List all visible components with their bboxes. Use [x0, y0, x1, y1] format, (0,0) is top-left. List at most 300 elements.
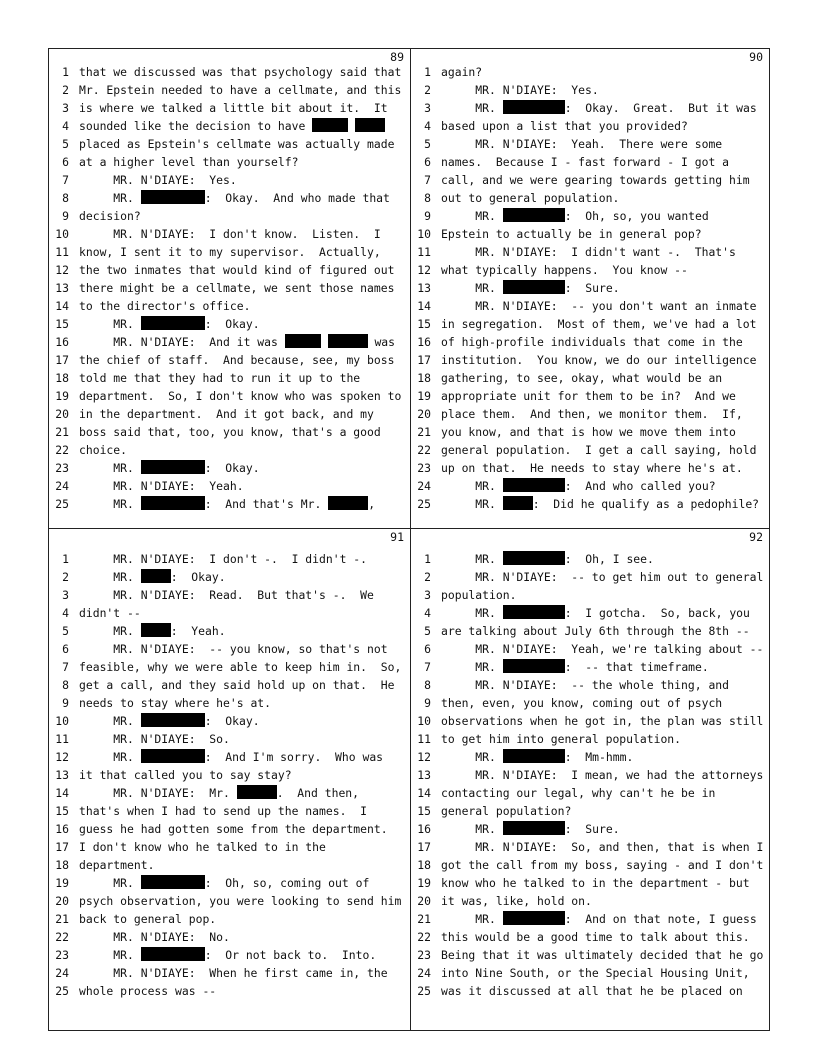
transcript-line	[411, 207, 769, 225]
text-segment: : And who called you?	[564, 479, 716, 493]
line-number: 20	[417, 894, 431, 908]
text-segment: at a higher level than yourself?	[79, 155, 299, 169]
line-number: 23	[417, 948, 431, 962]
line-number: 25	[55, 984, 69, 998]
redaction-bar	[285, 334, 321, 348]
text-segment: into Nine South, or the Special Housing Unit,	[441, 966, 750, 980]
line-number: 16	[417, 335, 431, 349]
line-text	[441, 441, 756, 459]
redaction-bar	[328, 496, 368, 510]
line-number: 19	[417, 876, 431, 890]
transcript-line	[411, 730, 769, 748]
line-text	[441, 766, 763, 784]
redaction-bar	[141, 496, 205, 510]
text-segment: MR. N'DIAYE: So.	[79, 732, 230, 746]
line-number: 15	[417, 804, 431, 818]
transcript-line	[49, 81, 410, 99]
text-segment: MR. N'DIAYE: No.	[79, 930, 230, 944]
line-text	[441, 892, 592, 910]
transcript-line	[49, 586, 410, 604]
line-number: 14	[55, 786, 69, 800]
text-segment: MR.	[79, 191, 141, 205]
transcript-line	[411, 153, 769, 171]
transcript-lines	[49, 550, 410, 1000]
transcript-line	[411, 387, 769, 405]
transcript-line	[49, 297, 410, 315]
line-number: 20	[55, 894, 69, 908]
transcript-line	[411, 550, 769, 568]
line-number: 20	[55, 407, 69, 421]
line-text	[79, 279, 394, 297]
transcript-line	[411, 243, 769, 261]
text-segment: Epstein to actually be in general pop?	[441, 227, 702, 241]
line-number: 17	[55, 353, 69, 367]
transcript-line	[49, 459, 410, 477]
line-text	[79, 117, 385, 135]
transcript-line	[49, 405, 410, 423]
line-number: 9	[424, 209, 431, 223]
line-number: 15	[55, 804, 69, 818]
redaction-bar	[503, 208, 565, 222]
line-text	[441, 99, 757, 117]
transcript-line	[49, 441, 410, 459]
text-segment: MR. N'DIAYE: Read. But that's -. We	[79, 588, 374, 602]
line-text	[79, 477, 244, 495]
line-text	[441, 405, 743, 423]
redaction-bar	[503, 280, 565, 294]
line-number: 7	[62, 660, 69, 674]
text-segment: again?	[441, 65, 483, 79]
line-number: 12	[55, 263, 69, 277]
transcript-line	[411, 279, 769, 297]
transcript-line	[49, 874, 410, 892]
page-panel-92	[411, 529, 769, 1030]
line-text	[441, 153, 729, 171]
line-number: 12	[55, 750, 69, 764]
line-number: 1	[424, 552, 431, 566]
line-text	[79, 910, 216, 928]
transcript-line	[411, 459, 769, 477]
text-segment: department.	[79, 858, 155, 872]
text-segment: MR.	[79, 497, 141, 511]
text-segment: names. Because I - fast forward - I got a	[441, 155, 730, 169]
line-text	[79, 694, 271, 712]
line-number: 21	[55, 425, 69, 439]
text-segment: MR.	[79, 461, 141, 475]
text-segment: MR.	[441, 912, 503, 926]
line-text	[79, 459, 260, 477]
text-segment: placed as Epstein's cellmate was actually made	[79, 137, 395, 151]
line-number: 12	[417, 263, 431, 277]
transcript-line	[411, 820, 769, 838]
transcript-line	[49, 946, 410, 964]
text-segment: : And I'm sorry. Who was	[204, 750, 384, 764]
transcript-line	[411, 81, 769, 99]
transcript-line	[411, 441, 769, 459]
text-segment: to the director's office.	[79, 299, 251, 313]
transcript-line	[49, 333, 410, 351]
text-segment: population.	[441, 588, 517, 602]
transcript-line	[49, 892, 410, 910]
redaction-bar	[141, 316, 205, 330]
line-text	[441, 315, 756, 333]
transcript-line	[49, 856, 410, 874]
line-text	[441, 982, 743, 1000]
line-text	[79, 802, 367, 820]
text-segment: get a call, and they said hold up on that. He	[79, 678, 395, 692]
transcript-sheet	[48, 48, 770, 1031]
text-segment: MR.	[79, 876, 141, 890]
text-segment: in segregation. Most of them, we've had a lot	[441, 317, 757, 331]
transcript-line	[411, 568, 769, 586]
transcript-line	[49, 99, 410, 117]
text-segment: MR.	[441, 479, 503, 493]
line-text	[79, 874, 369, 892]
transcript-line	[411, 135, 769, 153]
line-number: 16	[417, 822, 431, 836]
line-text	[79, 586, 374, 604]
transcript-line	[411, 874, 769, 892]
line-text	[79, 189, 390, 207]
text-segment: know, I sent it to my supervisor. Actually,	[79, 245, 381, 259]
text-segment: to get him into general population.	[441, 732, 682, 746]
transcript-line	[411, 766, 769, 784]
text-segment: MR.	[441, 822, 503, 836]
line-number: 22	[417, 930, 431, 944]
text-segment: the two inmates that would kind of figured out	[79, 263, 395, 277]
line-text	[79, 423, 381, 441]
text-segment: sounded like the decision to have	[79, 119, 313, 133]
text-segment: appropriate unit for them to be in? And we	[441, 389, 736, 403]
page-panel-90	[411, 49, 769, 528]
transcript-line	[49, 820, 410, 838]
line-text	[441, 81, 599, 99]
transcript-line	[411, 838, 769, 856]
text-segment: : Okay.	[204, 317, 260, 331]
line-text	[79, 369, 360, 387]
line-number: 21	[55, 912, 69, 926]
redaction-bar	[141, 190, 205, 204]
text-segment: MR.	[441, 209, 503, 223]
line-number: 8	[62, 191, 69, 205]
transcript-line	[411, 351, 769, 369]
text-segment: was	[367, 335, 396, 349]
line-text	[441, 964, 750, 982]
line-number: 18	[417, 371, 431, 385]
text-segment: MR. N'DIAYE: When he first came in, the	[79, 966, 388, 980]
line-number: 24	[417, 966, 431, 980]
line-number: 18	[55, 858, 69, 872]
text-segment: are talking about July 6th through the 8th --	[441, 624, 750, 638]
transcript-line	[49, 748, 410, 766]
text-segment: MR. N'DIAYE: Yeah. There were some	[441, 137, 723, 151]
redaction-bar	[141, 623, 171, 637]
line-text	[79, 928, 230, 946]
line-number: 2	[62, 83, 69, 97]
transcript-line	[411, 604, 769, 622]
line-number: 22	[55, 443, 69, 457]
redaction-bar	[141, 947, 205, 961]
redaction-bar	[312, 118, 348, 132]
line-number: 13	[55, 768, 69, 782]
text-segment: psych observation, you were looking to send him	[79, 894, 402, 908]
transcript-line	[411, 63, 769, 81]
line-number: 25	[417, 497, 431, 511]
text-segment: Being that it was ultimately decided that he go	[441, 948, 764, 962]
transcript-line	[49, 261, 410, 279]
line-number: 21	[417, 425, 431, 439]
transcript-line	[411, 586, 769, 604]
text-segment: based upon a list that you provided?	[441, 119, 688, 133]
text-segment: choice.	[79, 443, 128, 457]
line-text	[441, 568, 763, 586]
line-text	[79, 784, 359, 802]
line-number: 23	[55, 461, 69, 475]
line-text	[79, 81, 401, 99]
transcript-line	[49, 658, 410, 676]
redaction-bar	[503, 100, 565, 114]
line-text	[441, 171, 750, 189]
text-segment: MR. N'DIAYE: Yes.	[441, 83, 599, 97]
line-number: 24	[55, 479, 69, 493]
text-segment: MR.	[441, 606, 503, 620]
text-segment: MR.	[441, 101, 503, 115]
text-segment: MR. N'DIAYE: I don't -. I didn't -.	[79, 552, 368, 566]
text-segment: guess he had gotten some from the department.	[79, 822, 388, 836]
text-segment: MR. N'DIAYE: -- you know, so that's not	[79, 642, 388, 656]
transcript-line	[49, 640, 410, 658]
text-segment: back to general pop.	[79, 912, 217, 926]
transcript-line	[411, 261, 769, 279]
line-number: 21	[417, 912, 431, 926]
line-number: 6	[424, 155, 431, 169]
text-segment: MR.	[441, 660, 503, 674]
line-number: 19	[417, 389, 431, 403]
line-number: 24	[55, 966, 69, 980]
transcript-line	[411, 784, 769, 802]
transcript-line	[411, 658, 769, 676]
transcript-line	[411, 477, 769, 495]
line-number: 15	[417, 317, 431, 331]
line-text	[79, 351, 394, 369]
line-text	[79, 964, 388, 982]
transcript-line	[49, 207, 410, 225]
page-number: 89	[390, 50, 404, 64]
line-text	[441, 117, 688, 135]
line-text	[79, 856, 154, 874]
text-segment: : Okay.	[204, 714, 260, 728]
transcript-line	[411, 189, 769, 207]
line-number: 14	[417, 786, 431, 800]
line-number: 13	[417, 768, 431, 782]
text-segment: : And on that note, I guess	[564, 912, 757, 926]
transcript-line	[49, 387, 410, 405]
line-text	[79, 676, 394, 694]
text-segment: MR. N'DIAYE: -- to get him out to general	[441, 570, 764, 584]
line-text	[441, 676, 729, 694]
transcript-line	[411, 748, 769, 766]
text-segment: got the call from my boss, saying - and I don't	[441, 858, 764, 872]
line-number: 8	[424, 678, 431, 692]
transcript-line	[411, 315, 769, 333]
line-number: 8	[62, 678, 69, 692]
transcript-line	[411, 369, 769, 387]
redaction-bar	[503, 659, 565, 673]
line-number: 11	[55, 732, 69, 746]
line-text	[441, 225, 702, 243]
text-segment: MR. N'DIAYE: So, and then, that is when I	[441, 840, 764, 854]
line-text	[79, 622, 226, 640]
text-segment: : Oh, I see.	[564, 552, 654, 566]
transcript-lines	[411, 63, 769, 513]
line-text	[79, 982, 216, 1000]
line-number: 9	[62, 209, 69, 223]
transcript-line	[411, 622, 769, 640]
transcript-line	[49, 351, 410, 369]
line-text	[441, 243, 736, 261]
text-segment: MR.	[441, 552, 503, 566]
line-text	[441, 459, 743, 477]
transcript-line	[411, 712, 769, 730]
text-segment: general population?	[441, 804, 572, 818]
redaction-bar	[503, 496, 533, 510]
line-number: 9	[62, 696, 69, 710]
line-number: 22	[417, 443, 431, 457]
line-text	[441, 423, 736, 441]
transcript-line	[49, 964, 410, 982]
transcript-line	[49, 315, 410, 333]
redaction-bar	[141, 713, 205, 727]
line-text	[441, 784, 715, 802]
line-text	[79, 387, 401, 405]
text-segment: MR. N'DIAYE: Yeah.	[79, 479, 244, 493]
text-segment: MR. N'DIAYE: I don't know. Listen. I	[79, 227, 381, 241]
line-text	[79, 243, 381, 261]
line-number: 1	[424, 65, 431, 79]
transcript-line	[49, 694, 410, 712]
line-text	[441, 820, 620, 838]
text-segment: place them. And then, we monitor them. If,	[441, 407, 743, 421]
text-segment: : Okay.	[170, 570, 226, 584]
line-text	[79, 63, 401, 81]
line-text	[79, 225, 381, 243]
transcript-line	[411, 117, 769, 135]
transcript-line	[411, 333, 769, 351]
transcript-line	[49, 225, 410, 243]
line-text	[79, 333, 395, 351]
line-text	[441, 261, 688, 279]
line-text	[79, 550, 367, 568]
line-number: 10	[55, 714, 69, 728]
text-segment: institution. You know, we do our intelligence	[441, 353, 757, 367]
line-text	[441, 946, 763, 964]
text-segment: observations when he got in, the plan was still	[441, 714, 764, 728]
line-text	[441, 802, 571, 820]
text-segment: it was, like, hold on.	[441, 894, 592, 908]
text-segment: MR. N'DIAYE: -- the whole thing, and	[441, 678, 730, 692]
line-number: 19	[55, 389, 69, 403]
line-text	[441, 495, 759, 513]
line-number: 10	[417, 227, 431, 241]
line-number: 2	[62, 570, 69, 584]
line-text	[441, 477, 716, 495]
text-segment: ,	[368, 497, 376, 511]
transcript-line	[49, 676, 410, 694]
transcript-line	[49, 766, 410, 784]
transcript-line	[411, 802, 769, 820]
line-number: 3	[62, 101, 69, 115]
line-number: 12	[417, 750, 431, 764]
transcript-line	[411, 892, 769, 910]
text-segment: : Yeah.	[170, 624, 226, 638]
text-segment: this would be a good time to talk about this.	[441, 930, 750, 944]
text-segment: MR.	[79, 624, 141, 638]
text-segment: general population. I get a call saying, hold	[441, 443, 757, 457]
line-text	[79, 946, 376, 964]
line-text	[441, 856, 763, 874]
line-number: 20	[417, 407, 431, 421]
line-number: 13	[417, 281, 431, 295]
line-text	[441, 730, 681, 748]
redaction-bar	[503, 821, 565, 835]
text-segment: of high-profile individuals that come in the	[441, 335, 743, 349]
redaction-bar	[355, 118, 385, 132]
line-number: 4	[62, 119, 69, 133]
line-text	[79, 712, 260, 730]
line-number: 16	[55, 822, 69, 836]
line-text	[441, 135, 722, 153]
line-text	[79, 748, 383, 766]
text-segment: MR. N'DIAYE: And it was	[79, 335, 285, 349]
line-text	[441, 694, 722, 712]
transcript-lines	[411, 550, 769, 1000]
text-segment: up on that. He needs to stay where he's at.	[441, 461, 743, 475]
line-text	[441, 874, 750, 892]
line-number: 15	[55, 317, 69, 331]
text-segment: told me that they had to run it up to the	[79, 371, 361, 385]
line-number: 10	[55, 227, 69, 241]
line-text	[79, 441, 127, 459]
line-text	[441, 369, 722, 387]
text-segment: : Oh, so, you wanted	[564, 209, 709, 223]
text-segment: MR.	[79, 317, 141, 331]
text-segment: : Did he qualify as a pedophile?	[532, 497, 760, 511]
line-text	[79, 405, 374, 423]
line-text	[441, 838, 763, 856]
line-number: 7	[62, 173, 69, 187]
transcript-line	[49, 604, 410, 622]
transcript-line	[49, 550, 410, 568]
transcript-line	[49, 712, 410, 730]
text-segment: didn't --	[79, 606, 141, 620]
text-segment: MR. N'DIAYE: I mean, we had the attorneys	[441, 768, 764, 782]
text-segment: : I gotcha. So, back, you	[564, 606, 750, 620]
line-number: 11	[55, 245, 69, 259]
transcript-line	[49, 622, 410, 640]
text-segment: : Okay. And who made that	[204, 191, 390, 205]
page-number: 92	[749, 530, 763, 544]
line-number: 5	[62, 137, 69, 151]
line-text	[79, 892, 401, 910]
transcript-line	[49, 135, 410, 153]
line-number: 3	[424, 588, 431, 602]
text-segment: what typically happens. You know --	[441, 263, 688, 277]
line-text	[79, 495, 375, 513]
line-number: 17	[417, 353, 431, 367]
line-number: 6	[62, 642, 69, 656]
line-text	[441, 748, 633, 766]
transcript-line	[49, 171, 410, 189]
